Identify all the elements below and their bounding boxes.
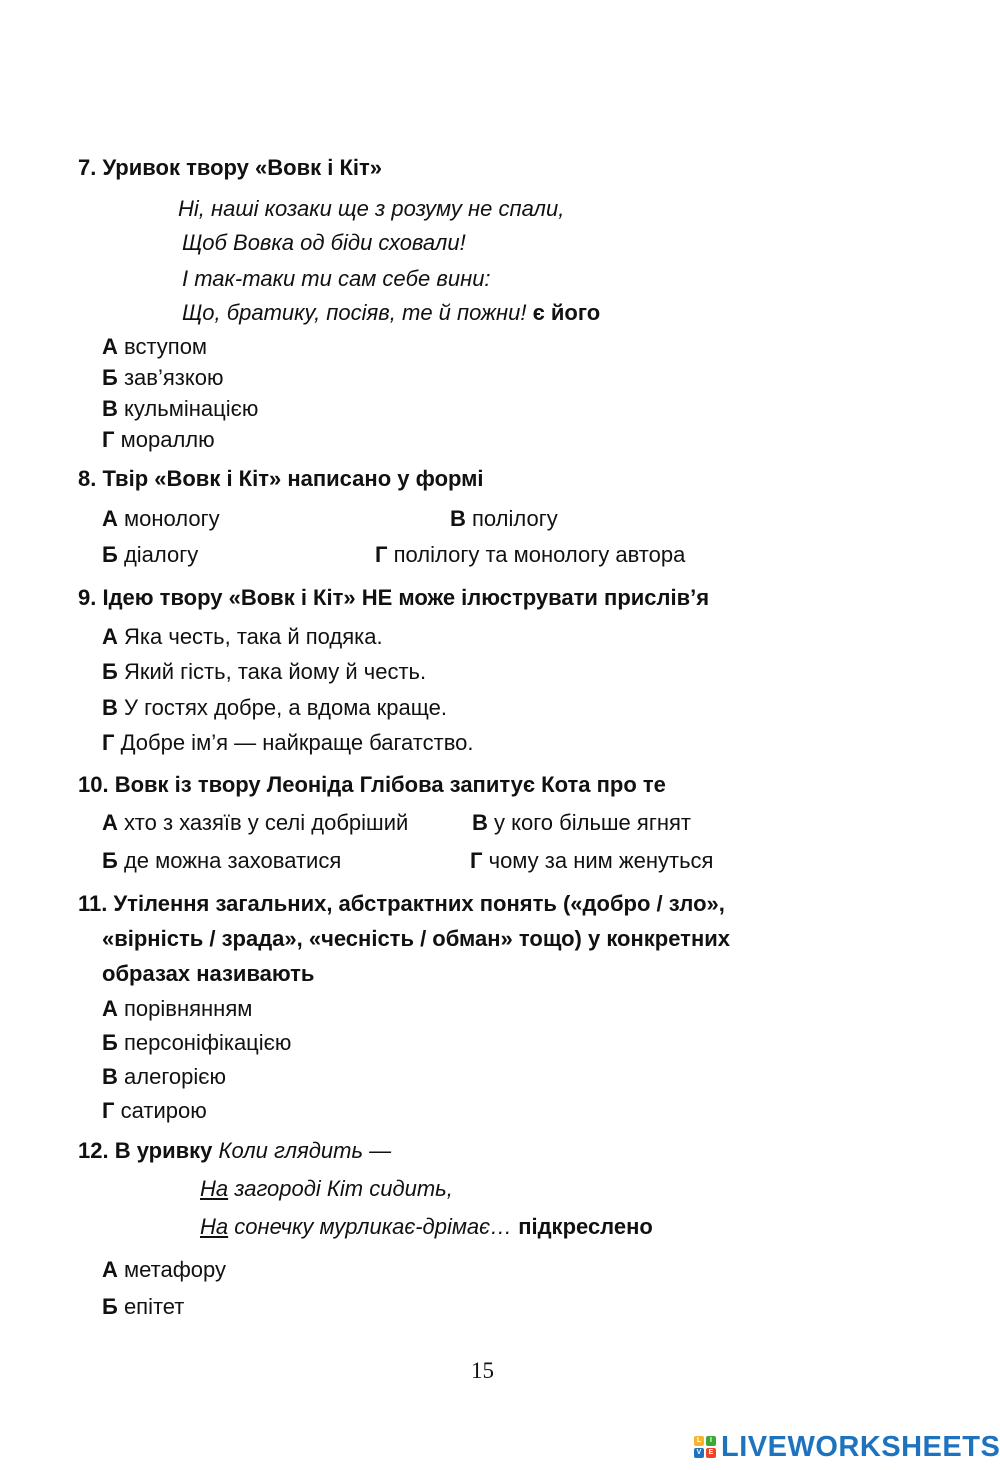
option-text: сатирою: [120, 1098, 207, 1123]
q9-option-d[interactable]: [102, 732, 474, 754]
q7-poem-line-4-text: Що, братику, посіяв, те й пожни!: [182, 300, 527, 325]
option-text: полілогу та монологу автора: [393, 542, 686, 567]
option-text: у кого більше ягнят: [494, 810, 691, 835]
q7-poem-line-1: Ні, наші козаки ще з розуму не спали,: [178, 196, 565, 221]
question-9-title: 9. Ідею твору «Вовк і Кіт» НЕ може ілюструвати прислів’я: [78, 585, 710, 610]
q12-tail: підкреслено: [518, 1214, 653, 1239]
logo-cell: V: [694, 1448, 704, 1458]
option-letter: А: [102, 506, 118, 531]
option-letter: Г: [102, 1098, 115, 1123]
option-letter: Г: [470, 848, 483, 873]
q9-option-b[interactable]: [102, 661, 426, 683]
option-letter: Г: [102, 427, 115, 452]
q7-option-a[interactable]: [102, 336, 207, 358]
option-text: алегорією: [124, 1064, 226, 1089]
option-letter: А: [102, 810, 118, 835]
logo-cell: L: [694, 1436, 704, 1446]
logo-cell: I: [706, 1436, 716, 1446]
q12-underlined-word: На: [200, 1214, 229, 1239]
option-letter: Б: [102, 542, 118, 567]
option-text: Який гість, така йому й честь.: [123, 659, 427, 684]
option-text: вступом: [124, 334, 208, 359]
question-7-title: 7. Уривок твору «Вовк і Кіт»: [78, 155, 382, 180]
option-text: епітет: [123, 1294, 185, 1319]
option-letter: А: [102, 334, 118, 359]
q11-option-b[interactable]: [102, 1032, 291, 1054]
q10-option-d[interactable]: [470, 850, 713, 872]
question-12-title: [78, 1140, 391, 1162]
option-text: монологу: [124, 506, 220, 531]
q7-poem-line-4: [182, 302, 600, 324]
option-letter: В: [450, 506, 466, 531]
q10-option-b[interactable]: [102, 850, 341, 872]
watermark-text: LIVEWORKSHEETS: [721, 1430, 1000, 1463]
question-11-title-line-1: 11. Утілення загальних, абстрактних понять («добро / зло»,: [78, 891, 725, 916]
q7-option-b[interactable]: [102, 367, 223, 389]
q12-poem-line-3-text: сонечку мурликає-дрімає…: [228, 1214, 513, 1239]
option-letter: В: [472, 810, 488, 835]
q10-option-a[interactable]: [102, 812, 408, 834]
q8-option-c[interactable]: [450, 508, 558, 530]
q7-option-d[interactable]: [102, 429, 215, 451]
q7-poem-line-3: І так-таки ти сам себе вини:: [182, 266, 491, 291]
q10-option-c[interactable]: [472, 812, 691, 834]
option-text: Яка честь, така й подяка.: [124, 624, 383, 649]
q8-option-d[interactable]: [375, 544, 685, 566]
option-text: чому за ним женуться: [488, 848, 714, 873]
liveworksheets-watermark: [694, 1432, 1000, 1462]
q11-option-a[interactable]: [102, 998, 252, 1020]
q7-poem-tail: є його: [532, 300, 601, 325]
question-11-title-line-2: «вірність / зрада», «чесність / обман» тощо) у конкретних: [102, 926, 730, 951]
option-text: де можна заховатися: [123, 848, 342, 873]
question-8-title: 8. Твір «Вовк і Кіт» написано у формі: [78, 466, 484, 491]
q12-underlined-word: На: [200, 1176, 229, 1201]
option-text: діалогу: [123, 542, 199, 567]
option-text: хто з хазяїв у селі добріший: [124, 810, 409, 835]
q8-option-a[interactable]: [102, 508, 220, 530]
option-letter: Б: [102, 848, 118, 873]
option-letter: Б: [102, 1294, 118, 1319]
option-text: порівнянням: [124, 996, 253, 1021]
option-letter: В: [102, 1064, 118, 1089]
option-text: У гостях добре, а вдома краще.: [124, 695, 447, 720]
liveworksheets-logo-icon: [694, 1436, 716, 1458]
option-letter: Г: [102, 730, 115, 755]
option-letter: Б: [102, 365, 118, 390]
q7-poem-line-2: Щоб Вовка од біди сховали!: [182, 230, 466, 255]
option-text: кульмінацією: [124, 396, 259, 421]
logo-cell: E: [706, 1448, 716, 1458]
option-text: метафору: [124, 1257, 227, 1282]
q12-poem-line-2-text: загороді Кіт сидить,: [228, 1176, 453, 1201]
option-letter: А: [102, 624, 118, 649]
question-12-title-text: 12. В уривку: [78, 1138, 213, 1163]
option-letter: В: [102, 396, 118, 421]
q12-option-b[interactable]: [102, 1296, 184, 1318]
page-number: 15: [471, 1358, 494, 1383]
question-11-title-line-3: образах називають: [102, 961, 315, 986]
option-text: зав’язкою: [123, 365, 224, 390]
q11-option-d[interactable]: [102, 1100, 207, 1122]
option-text: мораллю: [120, 427, 215, 452]
q9-option-a[interactable]: [102, 626, 383, 648]
q8-option-b[interactable]: [102, 544, 198, 566]
option-letter: Г: [375, 542, 388, 567]
option-letter: Б: [102, 1030, 118, 1055]
q9-option-c[interactable]: [102, 697, 447, 719]
q12-poem-line-2: [200, 1178, 453, 1200]
q12-poem-line-1: Коли глядить —: [218, 1138, 392, 1163]
option-letter: В: [102, 695, 118, 720]
option-letter: Б: [102, 659, 118, 684]
option-text: Добре ім’я — найкраще багатство.: [120, 730, 474, 755]
q7-option-c[interactable]: [102, 398, 258, 420]
option-text: полілогу: [472, 506, 558, 531]
q11-option-c[interactable]: [102, 1066, 226, 1088]
option-letter: А: [102, 996, 118, 1021]
q12-option-a[interactable]: [102, 1259, 226, 1281]
q12-poem-line-3: [200, 1216, 653, 1238]
option-text: персоніфікацією: [123, 1030, 292, 1055]
question-10-title: 10. Вовк із твору Леоніда Глібова запитує Кота про те: [78, 772, 666, 797]
option-letter: А: [102, 1257, 118, 1282]
